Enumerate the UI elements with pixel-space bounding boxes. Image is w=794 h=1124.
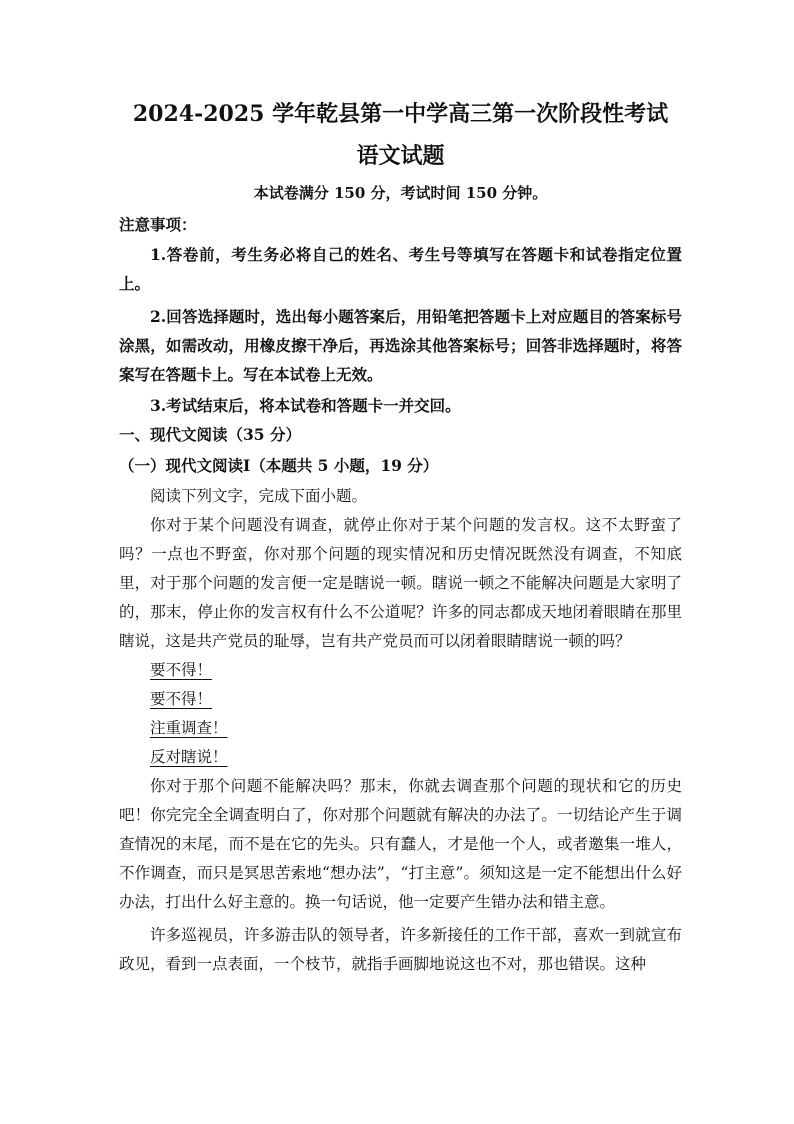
notice-item-3: 3.考试结束后，将本试卷和答题卡一并交回。 — [150, 396, 461, 415]
passage-paragraph-3: 许多巡视员，许多游击队的领导者，许多新接任的工作干部，喜欢一到就宣布政见，看到一点表面，一个枝节，就指手画脚地说这也不对，那也错误。这种 — [119, 926, 682, 973]
notice-title: 注意事项： — [119, 215, 197, 234]
slogan-text: 反对瞎说！ — [150, 748, 228, 766]
slogan-line-1 — [119, 656, 682, 685]
slogan-text: 注重调查！ — [150, 719, 228, 737]
slogan-text: 要不得！ — [150, 661, 213, 679]
passage-paragraph-2: 你对于那个问题不能解决吗？那末，你就去调查那个问题的现状和它的历史吧！你完完全全调查明白了，你对那个问题就有解决的办法了。一切结论产生于调查情况的末尾，而不是在它的先头。只有蠢人，才是他一个人，或者邀集一堆人，不作调查，而只是冥思苦索地“想办法”，“打主意”。须知这是一定不能想出什么好办法，打出什么好主意的。换一句话说，他一定要产生错办法和错主意。 — [119, 777, 682, 911]
slogan-line-3 — [119, 714, 682, 743]
slogan-line-2 — [119, 685, 682, 714]
exam-title: 2024-2025 学年乾县第一中学高三第一次阶段性考试 — [132, 101, 669, 127]
reading-instruction: 阅读下列文字，完成下面小题。 — [150, 487, 368, 505]
exam-subject: 语文试题 — [356, 143, 445, 169]
passage-paragraph-1: 你对于某个问题没有调查，就停止你对于某个问题的发言权。这不太野蛮了吗？一点也不野蛮，你对那个问题的现实情况和历史情况既然没有调查，不知底里，对于那个问题的发言便一定是瞎说一顿。瞎说一顿之不能解决问题是大家明了的，那末，停止你的发言权有什么不公道呢？许多的同志都成天地闭着眼睛在那里瞎说，这是共产党员的耻辱，岂有共产党员而可以闭着眼睛瞎说一顿的吗？ — [119, 516, 682, 650]
slogan-line-4 — [119, 743, 682, 772]
sub-section-heading: （一）现代文阅读Ⅰ（本题共 5 小题，19 分） — [119, 456, 439, 475]
notice-item-2: 2.回答选择题时，选出每小题答案后，用铅笔把答题卡上对应题目的答案标号涂黑，如需改动，用橡皮擦干净后，再选涂其他答案标号；回答非选择题时，将答案写在答题卡上。写在本试卷上无效。 — [119, 307, 682, 384]
section-heading: 一、现代文阅读（35 分） — [119, 425, 301, 444]
notice-item-1: 1.答卷前，考生务必将自己的姓名、考生号等填写在答题卡和试卷指定位置上。 — [119, 245, 682, 293]
exam-meta: 本试卷满分 150 分，考试时间 150 分钟。 — [253, 184, 548, 202]
slogan-text: 要不得！ — [150, 690, 213, 708]
